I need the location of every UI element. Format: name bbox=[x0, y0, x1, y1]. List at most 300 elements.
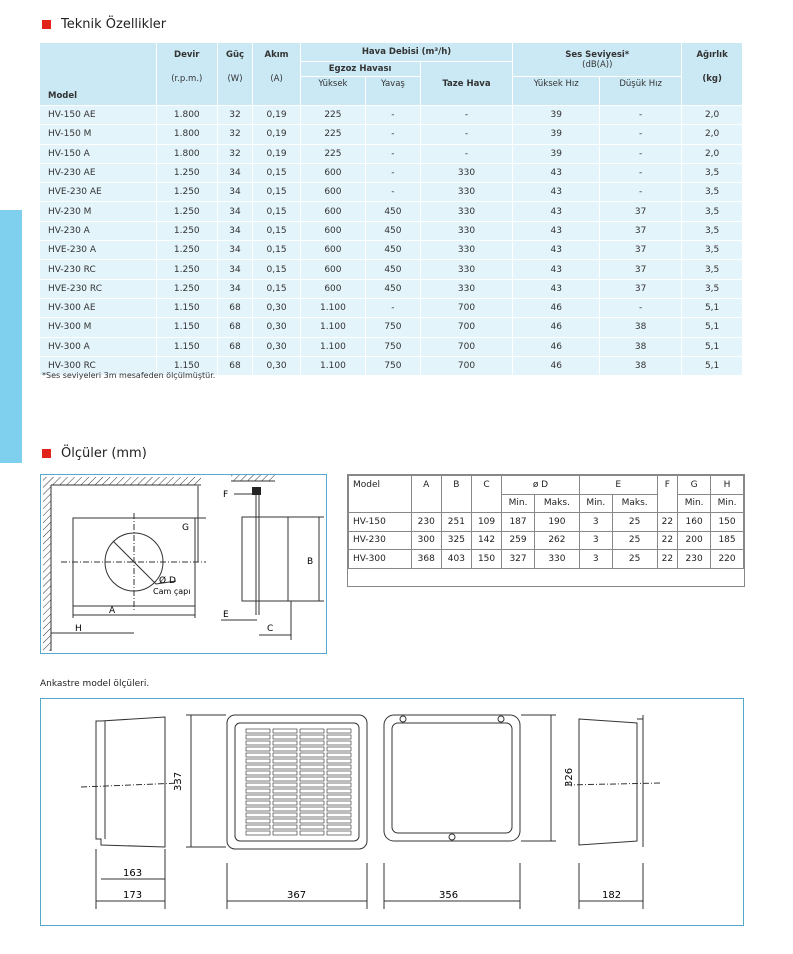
spec-cell: 43 bbox=[513, 163, 600, 182]
spec-cell: 5,1 bbox=[682, 298, 743, 317]
grille-slat bbox=[246, 783, 270, 787]
spec-cell: 2,0 bbox=[682, 106, 743, 125]
dim-cell: 142 bbox=[471, 531, 501, 550]
grille-slat bbox=[327, 735, 351, 739]
header-yuksek: Yüksek bbox=[300, 77, 366, 106]
dim-cell: 3 bbox=[579, 513, 612, 532]
dim-173: 173 bbox=[123, 890, 143, 901]
grille-slat bbox=[273, 819, 297, 823]
spec-cell: - bbox=[366, 144, 420, 163]
spec-cell: 5,1 bbox=[682, 337, 743, 356]
header-devir: Devir (r.p.m.) bbox=[157, 43, 218, 106]
dim-163: 163 bbox=[123, 868, 143, 879]
spec-cell: 1.100 bbox=[300, 337, 366, 356]
spec-cell-model: HV-300 AE bbox=[40, 298, 157, 317]
footnote: *Ses seviyeleri 3m mesafeden ölçülmüştür. bbox=[42, 371, 216, 380]
spec-cell: 1.250 bbox=[157, 279, 218, 298]
dim-cell-model: HV-300 bbox=[349, 550, 412, 569]
spec-cell: 3,5 bbox=[682, 260, 743, 279]
spec-cell: 1.250 bbox=[157, 260, 218, 279]
spec-cell: 3,5 bbox=[682, 163, 743, 182]
spec-cell: 37 bbox=[600, 202, 682, 221]
dim-337: 337 bbox=[173, 771, 184, 791]
spec-table-row bbox=[40, 318, 743, 337]
spec-cell: 600 bbox=[300, 279, 366, 298]
wall-hatch bbox=[43, 477, 51, 651]
spec-table-row bbox=[40, 183, 743, 202]
grille-slat bbox=[300, 771, 324, 775]
spec-cell: 0,19 bbox=[253, 144, 300, 163]
ceiling-hatch bbox=[51, 477, 201, 485]
spec-cell: 750 bbox=[366, 337, 420, 356]
fan-side-outline bbox=[242, 517, 288, 601]
side-view-left bbox=[96, 717, 165, 847]
spec-cell: 43 bbox=[513, 260, 600, 279]
grille-slat bbox=[246, 789, 270, 793]
dim-header-d: ø D bbox=[502, 476, 580, 495]
spec-cell: 0,19 bbox=[253, 106, 300, 125]
grille-slat bbox=[300, 789, 324, 793]
spec-cell: 34 bbox=[217, 163, 253, 182]
spec-cell: 68 bbox=[217, 298, 253, 317]
grille-slat bbox=[300, 747, 324, 751]
spec-cell: 43 bbox=[513, 241, 600, 260]
spec-cell: 46 bbox=[513, 337, 600, 356]
spec-cell: 1.250 bbox=[157, 202, 218, 221]
spec-cell: 68 bbox=[217, 356, 253, 375]
dimension-table-row bbox=[349, 531, 744, 550]
grille-slat bbox=[246, 753, 270, 757]
dim-cell: 25 bbox=[612, 531, 657, 550]
grille-slat bbox=[300, 819, 324, 823]
grille-slat bbox=[246, 729, 270, 733]
dimension-table-box bbox=[347, 474, 745, 587]
spec-table-row bbox=[40, 202, 743, 221]
header-hava: Hava Debisi (m³/h) bbox=[300, 43, 513, 62]
spec-cell: 1.100 bbox=[300, 356, 366, 375]
grille-slat bbox=[273, 783, 297, 787]
spec-table-box bbox=[40, 43, 743, 375]
dim-cell: 190 bbox=[535, 513, 580, 532]
spec-cell: 1.150 bbox=[157, 337, 218, 356]
grille-slat bbox=[327, 753, 351, 757]
spec-cell: 39 bbox=[513, 106, 600, 125]
dim-cell: 200 bbox=[678, 531, 711, 550]
spec-cell: 37 bbox=[600, 260, 682, 279]
spec-cell: 68 bbox=[217, 337, 253, 356]
dimension-drawing bbox=[40, 474, 327, 654]
spec-cell-model: HV-300 RC bbox=[40, 356, 157, 375]
spec-cell: 3,5 bbox=[682, 241, 743, 260]
grille-slat bbox=[246, 831, 270, 835]
dimension-table-body bbox=[349, 513, 744, 569]
label-h: H bbox=[75, 624, 82, 634]
dim-cell-model: HV-150 bbox=[349, 513, 412, 532]
spec-cell-model: HVE-230 A bbox=[40, 241, 157, 260]
spec-table-row bbox=[40, 163, 743, 182]
spec-cell: 43 bbox=[513, 183, 600, 202]
grille-slat bbox=[327, 789, 351, 793]
spec-cell: 0,30 bbox=[253, 298, 300, 317]
dim-sub-g-min: Min. bbox=[678, 494, 711, 513]
spec-cell: 37 bbox=[600, 279, 682, 298]
dim-header-f: F bbox=[657, 476, 678, 513]
spec-table-row bbox=[40, 241, 743, 260]
grille-slat bbox=[300, 825, 324, 829]
spec-cell: 39 bbox=[513, 125, 600, 144]
spec-cell: 750 bbox=[366, 356, 420, 375]
spec-cell: - bbox=[600, 298, 682, 317]
spec-cell: 43 bbox=[513, 221, 600, 240]
spec-cell: - bbox=[420, 106, 513, 125]
spec-cell: 330 bbox=[420, 241, 513, 260]
spec-table-row bbox=[40, 125, 743, 144]
grille-slat bbox=[273, 759, 297, 763]
spec-table bbox=[40, 43, 743, 375]
spec-cell: 0,15 bbox=[253, 163, 300, 182]
grille-slat bbox=[273, 777, 297, 781]
spec-cell: 600 bbox=[300, 241, 366, 260]
grille-slat bbox=[300, 831, 324, 835]
dim-header-b: B bbox=[441, 476, 471, 513]
label-d: Ø D bbox=[159, 576, 176, 586]
grille-slat bbox=[273, 807, 297, 811]
spec-cell: 0,15 bbox=[253, 202, 300, 221]
spec-cell: 68 bbox=[217, 318, 253, 337]
spec-cell-model: HVE-230 RC bbox=[40, 279, 157, 298]
spec-cell: 38 bbox=[600, 356, 682, 375]
grille-slat bbox=[273, 735, 297, 739]
grille-slat bbox=[246, 777, 270, 781]
dim-header-h: H bbox=[711, 476, 744, 495]
spec-cell-model: HV-150 AE bbox=[40, 106, 157, 125]
spec-table-row bbox=[40, 279, 743, 298]
dim-cell: 330 bbox=[535, 550, 580, 569]
spec-cell: 5,1 bbox=[682, 318, 743, 337]
spec-cell: 0,30 bbox=[253, 337, 300, 356]
dim-header-e: E bbox=[579, 476, 657, 495]
red-square-icon bbox=[42, 20, 51, 29]
spec-cell: 1.250 bbox=[157, 241, 218, 260]
dim-sub-e-max: Maks. bbox=[612, 494, 657, 513]
grille-slat bbox=[327, 783, 351, 787]
dim-cell: 327 bbox=[502, 550, 535, 569]
spec-cell: 1.800 bbox=[157, 125, 218, 144]
dim-326: 326 bbox=[564, 767, 575, 787]
dim-header-c: C bbox=[471, 476, 501, 513]
spec-cell: - bbox=[366, 163, 420, 182]
dim-sub-h-min: Min. bbox=[711, 494, 744, 513]
spec-cell-model: HV-300 M bbox=[40, 318, 157, 337]
spec-cell: 700 bbox=[420, 337, 513, 356]
grille-slats bbox=[246, 729, 351, 835]
spec-cell: 0,15 bbox=[253, 183, 300, 202]
grille-slat bbox=[327, 801, 351, 805]
dim-cell: 150 bbox=[711, 513, 744, 532]
dim-cell: 160 bbox=[678, 513, 711, 532]
red-square-icon bbox=[42, 449, 51, 458]
spec-cell-model: HV-300 A bbox=[40, 337, 157, 356]
spec-cell: 330 bbox=[420, 183, 513, 202]
dim-cell: 22 bbox=[657, 550, 678, 569]
spec-cell: 46 bbox=[513, 356, 600, 375]
header-ses: Ses Seviyesi* (dB(A)) bbox=[513, 43, 682, 77]
grille-slat bbox=[273, 765, 297, 769]
spec-table-row bbox=[40, 106, 743, 125]
spec-cell: - bbox=[600, 183, 682, 202]
spec-cell: - bbox=[366, 298, 420, 317]
dim-cell: 259 bbox=[502, 531, 535, 550]
spec-cell: 450 bbox=[366, 241, 420, 260]
spec-cell: 0,15 bbox=[253, 279, 300, 298]
spec-cell: 450 bbox=[366, 202, 420, 221]
spec-cell: 1.100 bbox=[300, 298, 366, 317]
dim-cell: 230 bbox=[411, 513, 441, 532]
spec-cell-model: HV-230 M bbox=[40, 202, 157, 221]
back-frame-outline bbox=[384, 715, 520, 841]
spec-cell: 330 bbox=[420, 279, 513, 298]
spec-cell: 750 bbox=[366, 318, 420, 337]
spec-cell: 1.150 bbox=[157, 356, 218, 375]
grille-slat bbox=[246, 801, 270, 805]
spec-cell: 5,1 bbox=[682, 356, 743, 375]
label-f: F bbox=[223, 490, 229, 500]
grille-slat bbox=[246, 741, 270, 745]
spec-cell: 330 bbox=[420, 202, 513, 221]
header-ses-yuksek: Yüksek Hız bbox=[513, 77, 600, 106]
spec-cell: 1.150 bbox=[157, 318, 218, 337]
spec-cell: 1.150 bbox=[157, 298, 218, 317]
spec-cell: 450 bbox=[366, 260, 420, 279]
spec-cell: - bbox=[600, 163, 682, 182]
grille-slat bbox=[246, 759, 270, 763]
grille-slat bbox=[246, 795, 270, 799]
spec-cell: - bbox=[600, 125, 682, 144]
spec-table-row bbox=[40, 337, 743, 356]
dim-cell: 185 bbox=[711, 531, 744, 550]
dim-cell-model: HV-230 bbox=[349, 531, 412, 550]
dim-cell: 22 bbox=[657, 531, 678, 550]
dim-cell: 25 bbox=[612, 550, 657, 569]
grille-slat bbox=[273, 789, 297, 793]
spec-cell: 600 bbox=[300, 163, 366, 182]
dim-182: 182 bbox=[602, 890, 622, 901]
spec-cell: 34 bbox=[217, 202, 253, 221]
grille-slat bbox=[273, 753, 297, 757]
spec-cell: 600 bbox=[300, 221, 366, 240]
grille-slat bbox=[246, 765, 270, 769]
spec-cell: - bbox=[420, 144, 513, 163]
spec-cell: 0,15 bbox=[253, 241, 300, 260]
dimension-table-row bbox=[349, 550, 744, 569]
grille-slat bbox=[246, 747, 270, 751]
spec-cell: 37 bbox=[600, 221, 682, 240]
spec-cell: 46 bbox=[513, 298, 600, 317]
dim-sub-d-max: Maks. bbox=[535, 494, 580, 513]
grille-slat bbox=[273, 825, 297, 829]
spec-cell-model: HV-230 RC bbox=[40, 260, 157, 279]
spec-cell: 0,30 bbox=[253, 318, 300, 337]
dim-cell: 3 bbox=[579, 531, 612, 550]
recessed-model-drawing bbox=[40, 698, 744, 926]
dim-sub-e-min: Min. bbox=[579, 494, 612, 513]
spec-cell: 34 bbox=[217, 183, 253, 202]
header-yavas: Yavaş bbox=[366, 77, 420, 106]
grille-slat bbox=[327, 807, 351, 811]
spec-table-row bbox=[40, 221, 743, 240]
spec-cell: 0,19 bbox=[253, 125, 300, 144]
spec-cell: 32 bbox=[217, 125, 253, 144]
spec-cell: 600 bbox=[300, 260, 366, 279]
spec-cell: 32 bbox=[217, 144, 253, 163]
spec-cell: 43 bbox=[513, 202, 600, 221]
grille-slat bbox=[327, 825, 351, 829]
dim-cell: 187 bbox=[502, 513, 535, 532]
grille-slat bbox=[300, 765, 324, 769]
label-a: A bbox=[109, 606, 116, 616]
grille-slat bbox=[273, 729, 297, 733]
grille-slat bbox=[327, 747, 351, 751]
spec-cell: 1.100 bbox=[300, 318, 366, 337]
grille-slat bbox=[300, 759, 324, 763]
spec-cell: 38 bbox=[600, 318, 682, 337]
spec-cell: 2,0 bbox=[682, 144, 743, 163]
spec-cell: 700 bbox=[420, 356, 513, 375]
header-guc: Güç (W) bbox=[217, 43, 253, 106]
spec-cell: 1.250 bbox=[157, 183, 218, 202]
spec-cell: 2,0 bbox=[682, 125, 743, 144]
grille-slat bbox=[300, 741, 324, 745]
spec-cell-model: HVE-230 AE bbox=[40, 183, 157, 202]
grille-slat bbox=[327, 759, 351, 763]
spec-cell: - bbox=[600, 144, 682, 163]
spec-cell: 37 bbox=[600, 241, 682, 260]
dimension-drawing-svg bbox=[41, 475, 326, 653]
spec-cell: 34 bbox=[217, 279, 253, 298]
label-c: C bbox=[267, 624, 274, 634]
spec-cell: 1.250 bbox=[157, 221, 218, 240]
spec-cell: 3,5 bbox=[682, 202, 743, 221]
dim-356: 356 bbox=[439, 890, 459, 901]
spec-cell: 225 bbox=[300, 106, 366, 125]
spec-cell: 34 bbox=[217, 241, 253, 260]
spec-cell: 0,30 bbox=[253, 356, 300, 375]
spec-table-row bbox=[40, 144, 743, 163]
spec-cell: 700 bbox=[420, 318, 513, 337]
spec-cell: 1.800 bbox=[157, 106, 218, 125]
spec-cell: 225 bbox=[300, 125, 366, 144]
spec-cell: 3,5 bbox=[682, 183, 743, 202]
spec-cell: - bbox=[366, 106, 420, 125]
grille-slat bbox=[246, 813, 270, 817]
dim-cell: 368 bbox=[411, 550, 441, 569]
grille-slat bbox=[300, 735, 324, 739]
grille-slat bbox=[273, 747, 297, 751]
header-ses-dusuk: Düşük Hız bbox=[600, 77, 682, 106]
grille-slat bbox=[327, 771, 351, 775]
spec-cell: 34 bbox=[217, 221, 253, 240]
label-b: B bbox=[307, 557, 314, 567]
grille-slat bbox=[327, 741, 351, 745]
spec-cell: 46 bbox=[513, 318, 600, 337]
dim-header-model: Model bbox=[349, 476, 412, 513]
dim-cell: 150 bbox=[471, 550, 501, 569]
dim-cell: 220 bbox=[711, 550, 744, 569]
spec-cell: - bbox=[420, 125, 513, 144]
spec-cell: 3,5 bbox=[682, 279, 743, 298]
side-mount bbox=[252, 487, 261, 495]
dim-cell: 3 bbox=[579, 550, 612, 569]
spec-cell: 600 bbox=[300, 202, 366, 221]
grille-slat bbox=[246, 825, 270, 829]
spec-table-body bbox=[40, 106, 743, 376]
grille-slat bbox=[246, 735, 270, 739]
label-cam: Cam çapı bbox=[153, 587, 191, 596]
grille-slat bbox=[273, 813, 297, 817]
grille-slat bbox=[300, 801, 324, 805]
grille-slat bbox=[327, 729, 351, 733]
spec-cell-model: HV-230 AE bbox=[40, 163, 157, 182]
spec-cell: 38 bbox=[600, 337, 682, 356]
dim-cell: 325 bbox=[441, 531, 471, 550]
dim-367: 367 bbox=[287, 890, 307, 901]
dim-cell: 403 bbox=[441, 550, 471, 569]
grille-slat bbox=[327, 765, 351, 769]
spec-cell: 450 bbox=[366, 221, 420, 240]
dim-cell: 109 bbox=[471, 513, 501, 532]
header-model: Model bbox=[40, 43, 157, 106]
section-title-specs: Teknik Özellikler bbox=[42, 17, 166, 32]
dim-sub-d-min: Min. bbox=[502, 494, 535, 513]
spec-cell-model: HV-230 A bbox=[40, 221, 157, 240]
grille-slat bbox=[327, 831, 351, 835]
grille-slat bbox=[327, 819, 351, 823]
dim-cell: 230 bbox=[678, 550, 711, 569]
dimension-table bbox=[348, 475, 744, 569]
spec-cell: - bbox=[366, 125, 420, 144]
spec-cell: 0,15 bbox=[253, 221, 300, 240]
side-view-right bbox=[579, 719, 637, 845]
grille-slat bbox=[300, 813, 324, 817]
grille-slat bbox=[300, 783, 324, 787]
dim-header-a: A bbox=[411, 476, 441, 513]
grille-slat bbox=[246, 807, 270, 811]
spec-cell-model: HV-150 M bbox=[40, 125, 157, 144]
header-akim: Akım (A) bbox=[253, 43, 300, 106]
grille-slat bbox=[300, 777, 324, 781]
spec-table-row bbox=[40, 260, 743, 279]
grille-slat bbox=[327, 777, 351, 781]
dim-cell: 300 bbox=[411, 531, 441, 550]
spec-cell: 1.800 bbox=[157, 144, 218, 163]
spec-cell: 600 bbox=[300, 183, 366, 202]
dim-cell: 22 bbox=[657, 513, 678, 532]
spec-cell: 43 bbox=[513, 279, 600, 298]
dimension-table-row bbox=[349, 513, 744, 532]
spec-cell: 3,5 bbox=[682, 221, 743, 240]
spec-cell: 225 bbox=[300, 144, 366, 163]
header-egzoz: Egzoz Havası bbox=[300, 62, 420, 77]
spec-cell: 39 bbox=[513, 144, 600, 163]
grille-slat bbox=[300, 729, 324, 733]
dim-cell: 25 bbox=[612, 513, 657, 532]
spec-cell: 34 bbox=[217, 260, 253, 279]
grille-slat bbox=[300, 795, 324, 799]
spec-cell: 330 bbox=[420, 163, 513, 182]
header-taze: Taze Hava bbox=[420, 62, 513, 106]
grille-slat bbox=[273, 795, 297, 799]
spec-cell: 32 bbox=[217, 106, 253, 125]
